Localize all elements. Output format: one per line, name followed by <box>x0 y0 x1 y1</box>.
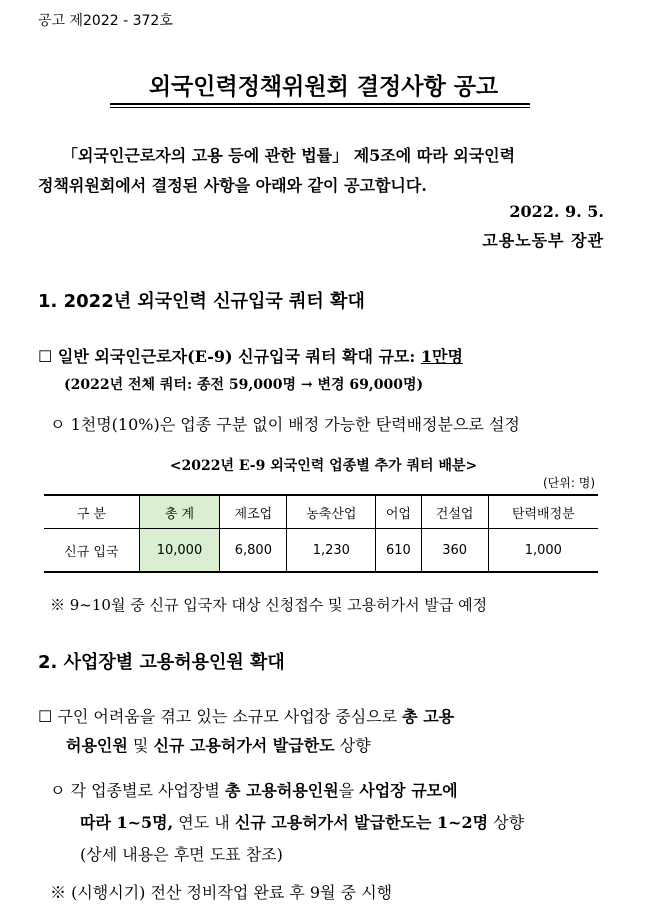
table-note: ※ 9~10월 중 신규 입국자 대상 신청접수 및 고용허가서 발급 예정 <box>50 596 488 614</box>
cell-agriculture: 1,230 <box>287 529 376 573</box>
text-part: 각 업종별로 사업장별 <box>70 781 225 800</box>
section-1-heading: 1. 2022년 외국인력 신규입국 쿼터 확대 <box>38 291 365 312</box>
checkbox-square-icon: ☐ <box>38 347 53 366</box>
title-underline-thin <box>110 107 530 108</box>
title-underline <box>110 103 530 105</box>
text-part: 상향 <box>334 736 371 755</box>
table-caption: <2022년 E-9 외국인력 업종별 추가 쿼터 배분> <box>169 458 478 474</box>
text-part: 구인 어려움을 겪고 있는 소규모 사업장 중심으로 <box>57 707 403 726</box>
section-1-bullet-text: 1천명(10%)은 업종 구분 없이 배정 가능한 탄력배정분으로 설정 <box>70 415 520 434</box>
cell-manufacturing: 6,800 <box>220 529 287 573</box>
section-2-note: ※ (시행시기) 전산 정비작업 완료 후 9월 중 시행 <box>50 883 393 902</box>
table-row <box>44 529 598 573</box>
text-part-bold: 사업장 규모에 <box>359 781 458 800</box>
checkbox-square-icon: ☐ <box>38 707 53 726</box>
header-total: 총 계 <box>139 495 220 529</box>
text-part: 을 <box>338 781 360 800</box>
row-label: 신규 입국 <box>44 529 139 573</box>
header-construction: 건설업 <box>421 495 488 529</box>
notice-number: 공고 제2022 - 372호 <box>38 13 173 29</box>
section-1-item-emphasis: 1만명 <box>420 347 463 366</box>
cell-fishery: 610 <box>376 529 421 573</box>
section-2-bullet-line-1 <box>50 778 458 801</box>
text-part-bold: 총 고용 <box>402 707 455 726</box>
header-agriculture: 농축산업 <box>287 495 376 529</box>
section-2-bullet-line-3: (상세 내용은 후면 도표 참조) <box>80 845 283 864</box>
bullet-circle-icon: ㅇ <box>50 415 66 434</box>
notice-date: 2022. 9. 5. <box>509 202 604 221</box>
cell-construction: 360 <box>421 529 488 573</box>
header-category: 구 분 <box>44 495 139 529</box>
notice-issuer: 고용노동부 장관 <box>482 231 604 250</box>
text-part: 및 <box>127 736 154 755</box>
section-2-item-line-1 <box>38 704 454 727</box>
section-1-item <box>38 344 463 367</box>
section-1-bullet <box>50 412 520 435</box>
section-1-item-text: 일반 외국인근로자(E-9) 신규입국 쿼터 확대 규모: <box>57 347 421 366</box>
table-unit: (단위: 명) <box>543 476 595 490</box>
page-title: 외국인력정책위원회 결정사항 공고 <box>148 73 499 100</box>
section-2-bullet-line-2 <box>80 810 524 833</box>
quota-table <box>44 494 598 573</box>
header-fishery: 어업 <box>376 495 421 529</box>
text-part-bold: 총 고용허용인원 <box>224 781 339 800</box>
section-2-heading: 2. 사업장별 고용허용인원 확대 <box>38 652 285 673</box>
text-part-bold: 따라 1~5명, <box>80 813 174 832</box>
intro-line-1: 「외국인근로자의 고용 등에 관한 법률」 제5조에 따라 외국인력 <box>62 146 516 165</box>
bullet-circle-icon: ㅇ <box>50 781 66 800</box>
text-part-bold: 신규 고용허가서 발급한도 <box>153 736 335 755</box>
intro-line-2: 정책위원회에서 결정된 사항을 아래와 같이 공고합니다. <box>38 176 427 195</box>
text-part: 상향 <box>488 813 525 832</box>
text-part-bold: 허용인원 <box>66 736 128 755</box>
text-part-bold: 신규 고용허가서 발급한도는 1~2명 <box>234 813 489 832</box>
section-2-item-line-2 <box>66 733 371 756</box>
section-1-detail: (2022년 전체 쿼터: 종전 59,000명 → 변경 69,000명) <box>64 377 424 393</box>
header-flexible: 탄력배정분 <box>488 495 598 529</box>
header-manufacturing: 제조업 <box>220 495 287 529</box>
text-part: 연도 내 <box>173 813 235 832</box>
cell-flexible: 1,000 <box>488 529 598 573</box>
cell-total: 10,000 <box>139 529 220 573</box>
table-header-row <box>44 495 598 529</box>
